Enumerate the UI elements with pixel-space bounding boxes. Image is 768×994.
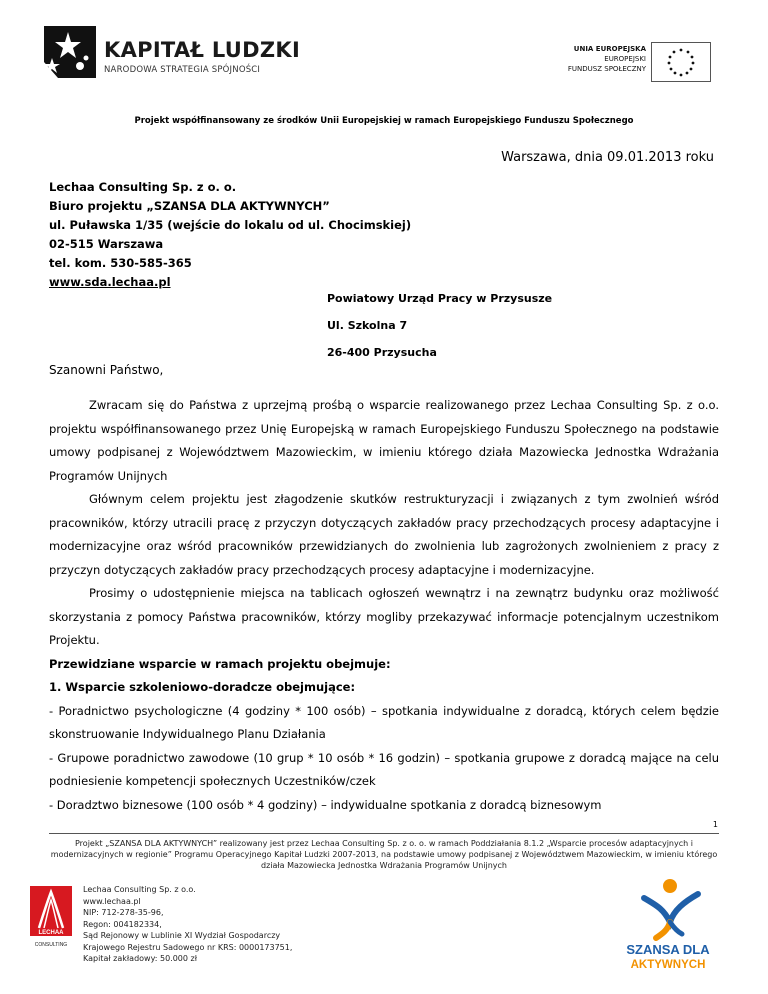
lechaa-logo-subtext: CONSULTING	[34, 942, 68, 948]
lechaa-logo-text: LECHAA	[38, 930, 64, 936]
sda-logo-line2: AKTYWNYCH	[630, 959, 706, 971]
szansa-dla-aktywnych-logo	[614, 876, 722, 971]
sender-line: Lechaa Consulting Sp. z o. o.	[49, 180, 237, 194]
paragraph-goal: Głównym celem projektu jest złagodzenie skutków restrukturyzacji i związanych z tym zwolnień wśród pracowników, którzy utracili pracę z przyczyn dotyczących zakładów pracy przechodzących procesy adaptacyjne i modernizacyjne oraz wśród pracowników przewidzianych do zwolnienia lub zagrożonych zwolnieniem z pracy z przyczyn dotyczących zakładów pracy przechodzących procesy adaptacyjne i modernizacyjne.	[49, 492, 719, 577]
recipient-line: Powiatowy Urząd Pracy w Przysusze	[327, 292, 553, 305]
eu-flag-icon	[651, 42, 711, 82]
sender-website-link[interactable]: www.sda.lechaa.pl	[49, 275, 171, 289]
sender-block	[49, 178, 411, 292]
greeting: Szanowni Państwo,	[49, 363, 164, 377]
lechaa-logo	[26, 884, 76, 952]
support-heading: Przewidziane wsparcie w ramach projektu obejmuje:	[49, 656, 391, 671]
paragraph-request: Prosimy o udostępnienie miejsca na tablicach ogłoszeń wewnątrz i na zewnątrz budynku oraz możliwość skorzystania z pomocy Państwa pracowników, którzy mogliby przekazywać informacje potencjalnym uczestnikom Projektu.	[49, 586, 719, 647]
sender-line: Biuro projektu „SZANSA DLA AKTYWNYCH”	[49, 199, 330, 213]
sda-logo-line1: SZANSA DLA	[626, 942, 710, 957]
kapital-ludzki-title: KAPITAŁ LUDZKI	[104, 38, 301, 62]
kapital-ludzki-logo	[40, 22, 100, 82]
sender-line: tel. kom. 530-585-365	[49, 256, 192, 270]
date-line: Warszawa, dnia 09.01.2013 roku	[501, 150, 714, 165]
company-info: Lechaa Consulting Sp. z o.o. www.lechaa.pl NIP: 712-278-35-96, Regon: 004182334, Sąd Rejonowy w Lublinie XI Wydział Gospodarczy Krajowego Rejestru Sadowego nr KRS: 0000173751, Kapitał zakładowy: 50.000 zł	[83, 885, 293, 963]
support-item: - Poradnictwo psychologiczne (4 godziny * 100 osób) – spotkania indywidualne z doradcą, których celem będzie skonstruowanie Indywidualnego Planu Działania	[49, 703, 719, 741]
footer-note: Projekt „SZANSA DLA AKTYWNYCH” realizowany jest przez Lechaa Consulting Sp. z o. o. w ramach Poddziałania 8.1.2 „Wsparcie procesów adaptacyjnych i modernizacyjnych w regionie” Programu Operacyjnego Kapitał Ludzki 2007-2013, na podstawie umowy podpisanej z Województwem Mazowieckim, w imieniu którego działa Mazowiecka Jednostka Wdrażania Programów Unijnych	[50, 839, 718, 870]
eu-fund-label: UNIA EUROPEJSKA EUROPEJSKI FUNDUSZ SPOŁECZNY	[567, 45, 646, 73]
kapital-ludzki-subtitle: NARODOWA STRATEGIA SPÓJNOŚCI	[104, 65, 261, 75]
letter-body	[49, 394, 719, 817]
support-item: - Grupowe poradnictwo zawodowe (10 grup * 10 osób * 16 godzin) – spotkania grupowe z doradcą mające na celu podniesienie kompetencji społecznych Uczestników/czek	[49, 750, 719, 788]
sender-line: ul. Puławska 1/35 (wejście do lokalu od ul. Chocimskiej)	[49, 218, 412, 232]
cofinancing-statement: Projekt współfinansowany ze środków Unii Europejskiej w ramach Europejskiego Funduszu Społecznego	[134, 116, 634, 126]
recipient-line: 26-400 Przysucha	[327, 346, 437, 359]
support-subheading: 1. Wsparcie szkoleniowo-doradcze obejmujące:	[49, 680, 356, 694]
page-number: 1	[712, 820, 718, 829]
support-item: - Doradztwo biznesowe (100 osób * 4 godziny) – indywidualne spotkania z doradcą biznesowym	[49, 797, 602, 812]
recipient-line: Ul. Szkolna 7	[327, 319, 408, 332]
paragraph-intro: Zwracam się do Państwa z uprzejmą prośbą o wsparcie realizowanego przez Lechaa Consulting Sp. z o.o. projektu współfinansowanego przez Unię Europejską w ramach Europejskiego Funduszu Społecznego na podstawie umowy podpisanej z Województwem Mazowieckim, w imieniu którego działa Mazowiecka Jednostka Wdrażania Programów Unijnych	[49, 398, 719, 483]
company-website-link[interactable]: www.lechaa.pl	[83, 896, 141, 906]
sender-line: 02-515 Warszawa	[49, 237, 164, 251]
recipient-block	[327, 292, 552, 373]
footer-divider	[49, 833, 719, 834]
